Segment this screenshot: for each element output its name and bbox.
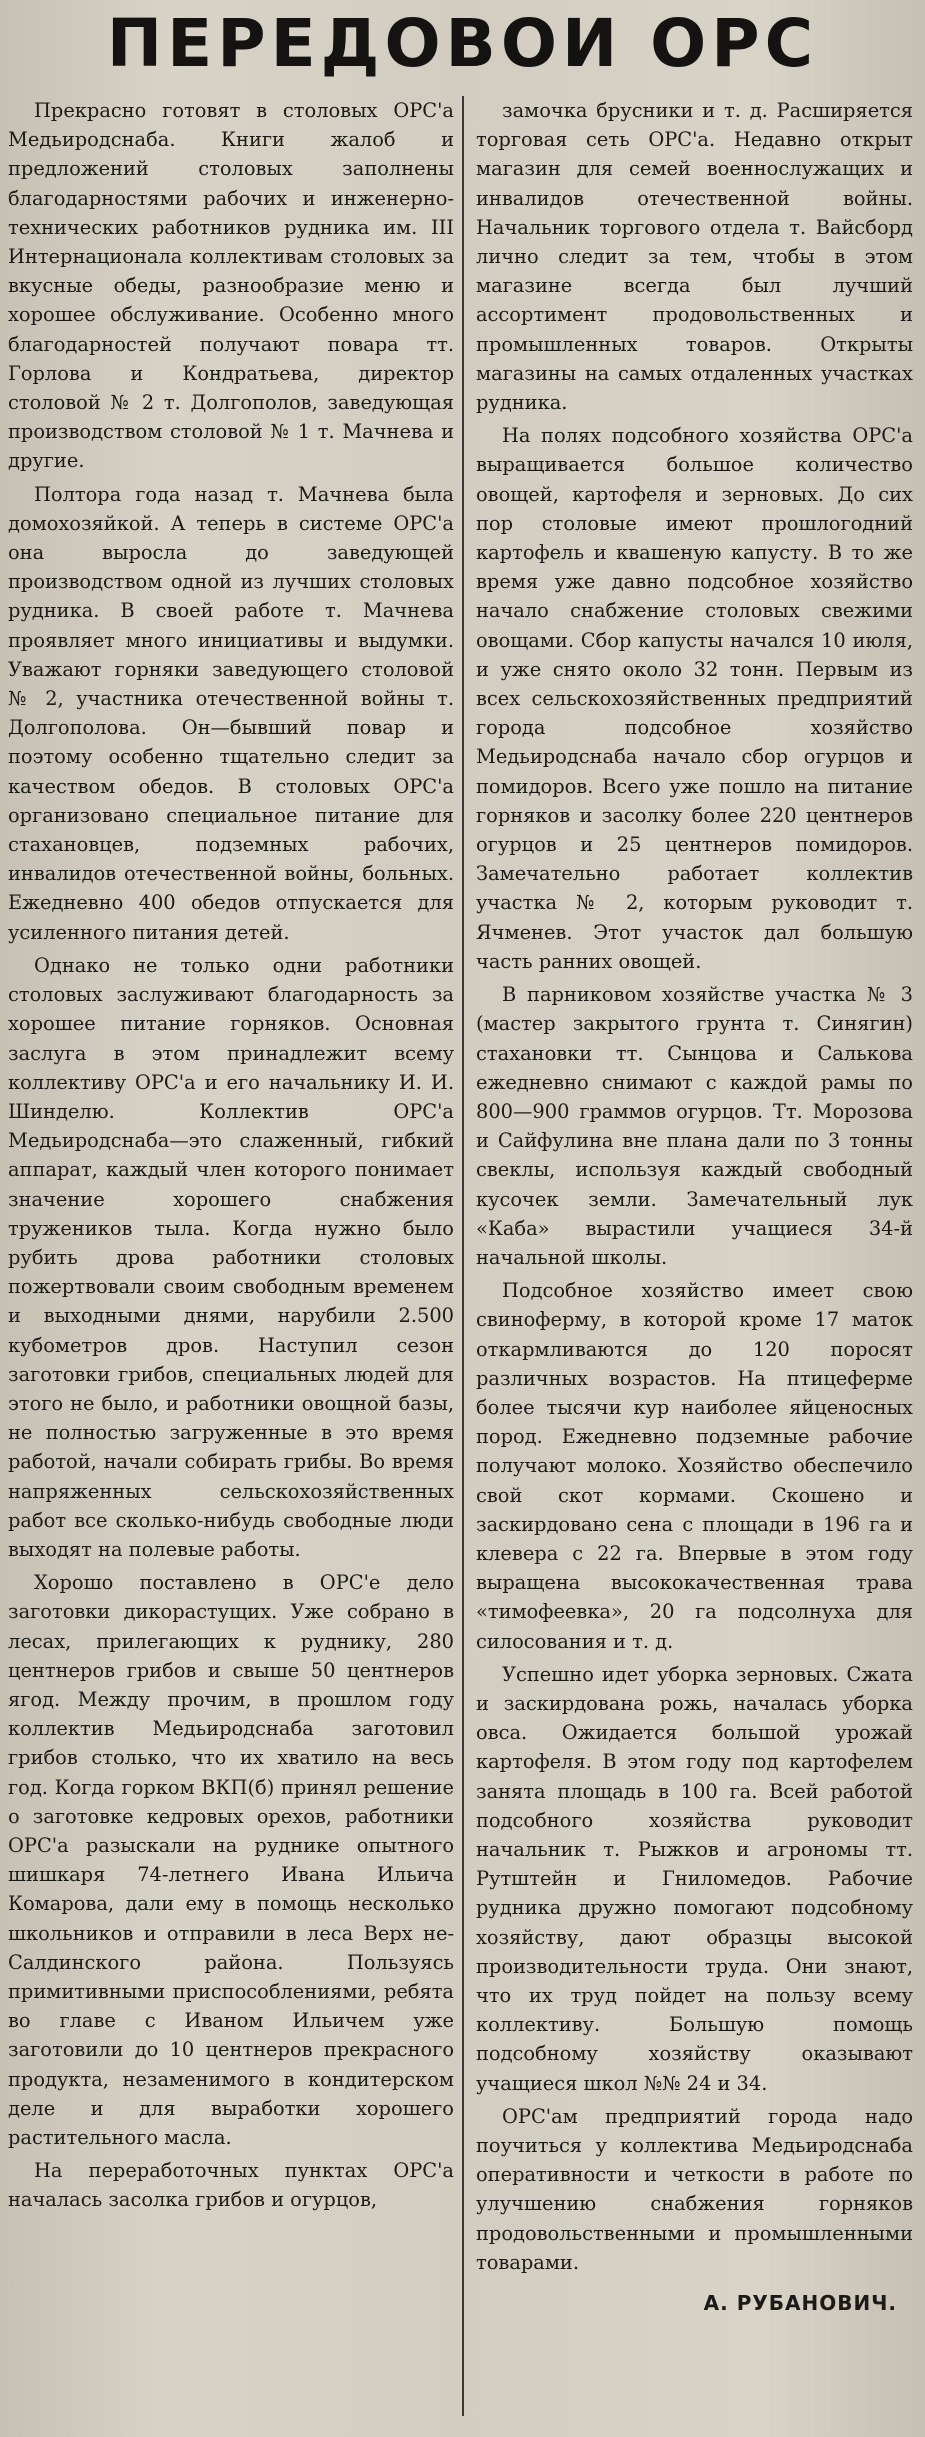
article-column-left — [8, 96, 454, 2219]
paragraph: Однако не только одни работники столовых заслуживают благодарность за хорошее питание горняков. Основная заслуга в этом принадлежит всему коллективу ОРС'а и его начальнику И. И. Шинделю. Коллектив ОРС'а Медьиродснаба—это слаженный, гибкий аппарат, каждый член которого понимает значение хорошего снабжения тружеников тыла. Когда нужно было рубить дрова работники столовых пожертвовали своим свободным временем и выходными днями, нарубили 2.500 кубометров дров. Наступил сезон заготовки грибов, специальных людей для этого не было, и работники овощной базы, не полностью загруженные в это время работой, начали собирать грибы. Во время напряженных сельскохозяйственных работ все сколько-нибудь свободные люди выходят на полевые работы. — [8, 953, 454, 1561]
column-divider — [462, 96, 464, 2416]
paragraph: Полтора года назад т. Мачнева была домохозяйкой. А теперь в системе ОРС'а она выросла до заведующей производством одной из лучших столовых рудника. В своей работе т. Мачнева проявляет много инициативы и выдумки. Уважают горняки заведующего столовой № 2, участника отечественной войны т. Долгополова. Он—бывший повар и поэтому особенно тщательно следит за качеством обедов. В столовых ОРС'а организовано специальное питание для стахановцев, подземных рабочих, инвалидов отечественной войны, больных. Ежедневно 400 обедов отпускается для усиленного питания детей. — [8, 482, 454, 944]
article-column-right — [476, 96, 913, 2318]
paragraph: Подсобное хозяйство имеет свою свиноферму, в которой кроме 17 маток откармливаются до 120 поросят различных возрастов. На птицеферме более тысячи кур наиболее яйценосных пород. Ежедневно подземные рабочие получают молоко. Хозяйство обеспечило свой скот кормами. Скошено и заскирдовано сена с площади в 196 га и клевера с 22 га. Впервые в этом году выращена высококачественная трава «тимофеевка», 20 га подсолнуха для силосования и т. д. — [476, 1279, 913, 1653]
paragraph: На переработочных пунктах ОРС'а началась засолка грибов и огурцов, — [8, 2159, 454, 2212]
paragraph: замочка брусники и т. д. Расширяется торговая сеть ОРС'а. Недавно открыт магазин для семей военнослужащих и инвалидов отечественной войны. Начальник торгового отдела т. Вайсборд лично следит за тем, чтобы в этом магазине всегда был лучший ассортимент продовольственных и промышленных товаров. Открыты магазины на самых отдаленных участках рудника. — [476, 99, 913, 415]
author-signature: А. РУБАНОВИЧ. — [703, 2291, 897, 2316]
paragraph: ОРС'ам предприятий города надо поучиться у коллектива Медьиродснаба оперативности и четкости в работе по улучшению снабжения горняков продовольственными и промышленными товарами. — [476, 2104, 913, 2274]
paragraph: В парниковом хозяйстве участка № 3 (мастер закрытого грунта т. Синягин) стахановки тт. Сынцова и Салькова ежедневно снимают с каждой рамы по 800—900 граммов огурцов. Тт. Морозова и Сайфулина вне плана дали по 3 тонны свеклы, используя каждый свободный кусочек земли. Замечательный лук «Каба» вырастили учащиеся 34-й начальной школы. — [476, 983, 913, 1269]
paragraph: Хорошо поставлено в ОРС'е дело заготовки дикорастущих. Уже собрано в лесах, прилегающих к руднику, 280 центнеров грибов и свыше 50 центнеров ягод. Между прочим, в прошлом году коллектив Медьиродснаба заготовил грибов столько, что их хватило на весь год. Когда горком ВКП(б) принял решение о заготовке кедровых орехов, работники ОРС'а разыскали на руднике опытного шишкаря 74-летнего Ивана Ильича Комарова, дали ему в помощь несколько школьников и отправили в леса Верх не-Салдинского района. Пользуясь примитивными приспособлениями, ребята во главе с Иваном Ильичем уже заготовили до 10 центнеров прекрасного продукта, незаменимого в кондитерском деле и для выработки хорошего растительного масла. — [8, 1571, 454, 2150]
paragraph: Прекрасно готовят в столовых ОРС'а Медьиродснаба. Книги жалоб и предложений столовых заполнены благодарностями рабочих и инженерно-технических работников рудника им. III Интернационала коллективам столовых за вкусные обеды, разнообразие меню и хорошее обслуживание. Особенно много благодарностей получают повара тт. Горлова и Кондратьева, директор столовой № 2 т. Долгополов, заведующая производством столовой № 1 т. Мачнева и другие. — [8, 99, 454, 473]
paragraph: Успешно идет уборка зерновых. Сжата и заскирдована рожь, началась уборка овса. Ожидается большой урожай картофеля. В этом году под картофелем занята площадь в 100 га. Всей работой подсобного хозяйства руководит начальник т. Рыжков и агрономы тт. Рутштейн и Гниломедов. Рабочие рудника дружно помогают подсобному хозяйству, дают образцы высокой производительности труда. Они знают, что их труд пойдет на пользу всему коллективу. Большую помощь подсобному хозяйству оказывают учащиеся школ №№ 24 и 34. — [476, 1662, 913, 2095]
article-headline: ПЕРЕДОВОИ ОРС — [106, 5, 819, 82]
paragraph: На полях подсобного хозяйства ОРС'а выращивается большое количество овощей, картофеля и зерновых. До сих пор столовые имеют прошлогодний картофель и квашеную капусту. В то же время уже давно подсобное хозяйство начало снабжение столовых свежими овощами. Сбор капусты начался 10 июля, и уже снято около 32 тонн. Первым из всех сельскохозяйственных предприятий города подсобное хозяйство Медьиродснаба начало сбор огурцов и помидоров. Всего уже пошло на питание горняков и засолку более 220 центнеров огурцов и 25 центнеров помидоров. Замечательно работает коллектив участка № 2, которым руководит т. Ячменев. Этот участок дал большую часть ранних овощей. — [476, 424, 913, 973]
